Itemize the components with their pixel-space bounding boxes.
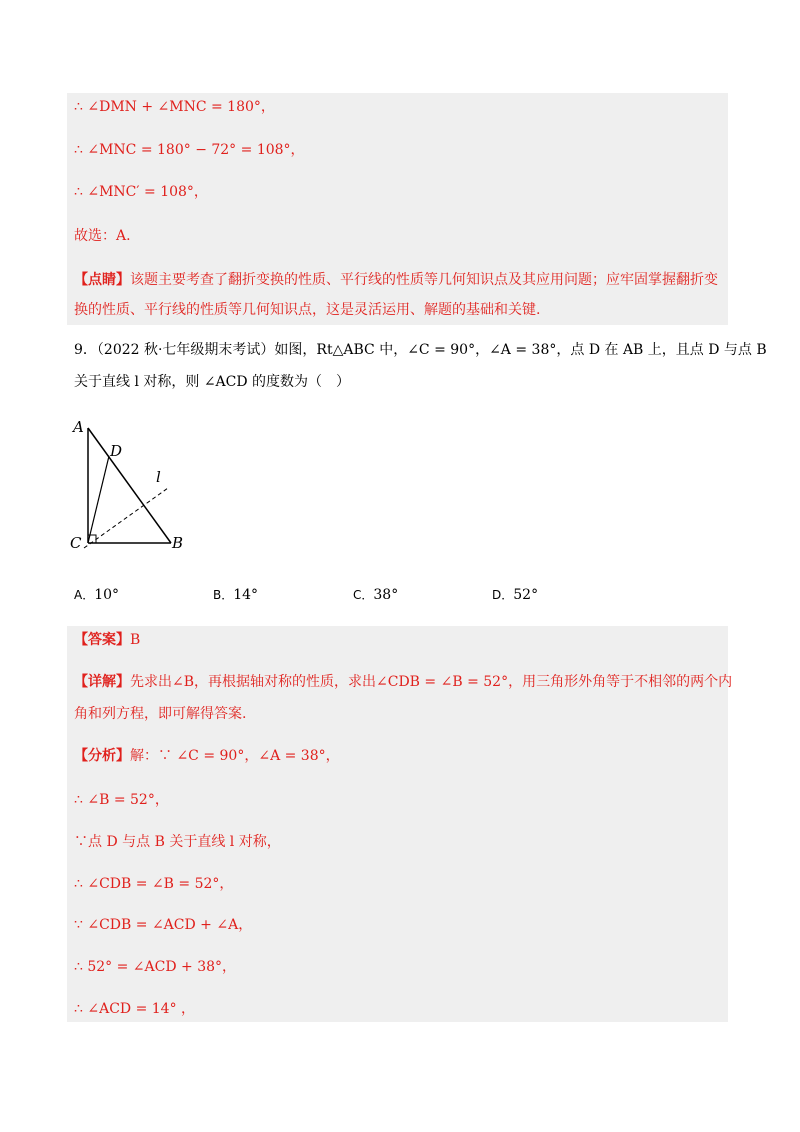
label-c: C xyxy=(70,534,82,552)
answer-tag: 【答案】 xyxy=(74,632,130,648)
comment-line xyxy=(74,270,718,290)
option-a-label: A． xyxy=(74,588,95,602)
answer-line xyxy=(74,630,140,650)
option-d-label: D． xyxy=(492,588,514,602)
detail-line: 角和列方程，即可解得答案. xyxy=(74,706,247,722)
step-line: ∴ ∠B = 52°， xyxy=(74,792,169,808)
option-a xyxy=(74,585,119,605)
detail-tag: 【详解】 xyxy=(74,674,130,690)
option-b-label: B． xyxy=(213,588,234,602)
step-line: ∴ ∠ACD = 14° ， xyxy=(74,1001,196,1017)
option-c-value: 38° xyxy=(373,587,399,603)
label-l: l xyxy=(156,468,161,486)
option-d-value: 52° xyxy=(513,587,539,603)
analysis-tag: 【分析】 xyxy=(74,748,130,764)
step-line: ∴ ∠CDB = ∠B = 52°， xyxy=(74,876,234,892)
option-b-value: 14° xyxy=(233,587,259,603)
option-a-value: 10° xyxy=(94,587,120,603)
solution-line: ∴ ∠DMN + ∠MNC = 180°， xyxy=(74,99,275,115)
option-c-label: C． xyxy=(353,588,374,602)
label-d: D xyxy=(110,442,123,460)
step-line: ∴ 52° = ∠ACD + 38°， xyxy=(74,959,237,975)
solution-line: ∴ ∠MNC′ = 108°， xyxy=(74,184,208,200)
label-a: A xyxy=(73,418,84,436)
step-line: ∵ ∠CDB = ∠ACD + ∠A， xyxy=(74,917,253,933)
axis-line-l xyxy=(84,488,168,548)
question-line: 关于直线 l 对称，则 ∠ACD 的度数为（ ） xyxy=(74,374,351,390)
comment-tag: 【点睛】 xyxy=(74,272,130,288)
label-b: B xyxy=(172,534,184,552)
step-line: ∵点 D 与点 B 关于直线 l 对称， xyxy=(74,834,281,850)
comment-text: 该题主要考查了翻折变换的性质、平行线的性质等几何知识点及其应用问题；应牢固掌握翻折变 xyxy=(130,272,718,288)
question-line: 9．（2022 秋·七年级期末考试）如图，Rt△ABC 中，∠C = 90°，∠A = 38°，点 D 在 AB 上，且点 D 与点 B xyxy=(74,342,767,358)
detail-line xyxy=(74,672,732,692)
solution-line: ∴ ∠MNC = 180° − 72° = 108°， xyxy=(74,142,305,158)
comment-line: 换的性质、平行线的性质等几何知识点，这是灵活运用、解题的基础和关键. xyxy=(74,302,541,318)
triangle-figure xyxy=(66,418,196,558)
option-d xyxy=(492,585,538,605)
detail-text: 先求出∠B，再根据轴对称的性质，求出∠CDB = ∠B = 52°，用三角形外角等于不相邻的两个内 xyxy=(130,674,733,690)
option-b xyxy=(213,585,258,605)
analysis-line xyxy=(74,746,340,766)
answer-value: B xyxy=(130,632,141,648)
analysis-text: 解：∵ ∠C = 90°，∠A = 38°， xyxy=(130,748,340,764)
segment-cd xyxy=(88,456,109,543)
option-c xyxy=(353,585,398,605)
solution-block-top xyxy=(67,93,728,325)
choice-line: 故选：A. xyxy=(74,228,131,244)
